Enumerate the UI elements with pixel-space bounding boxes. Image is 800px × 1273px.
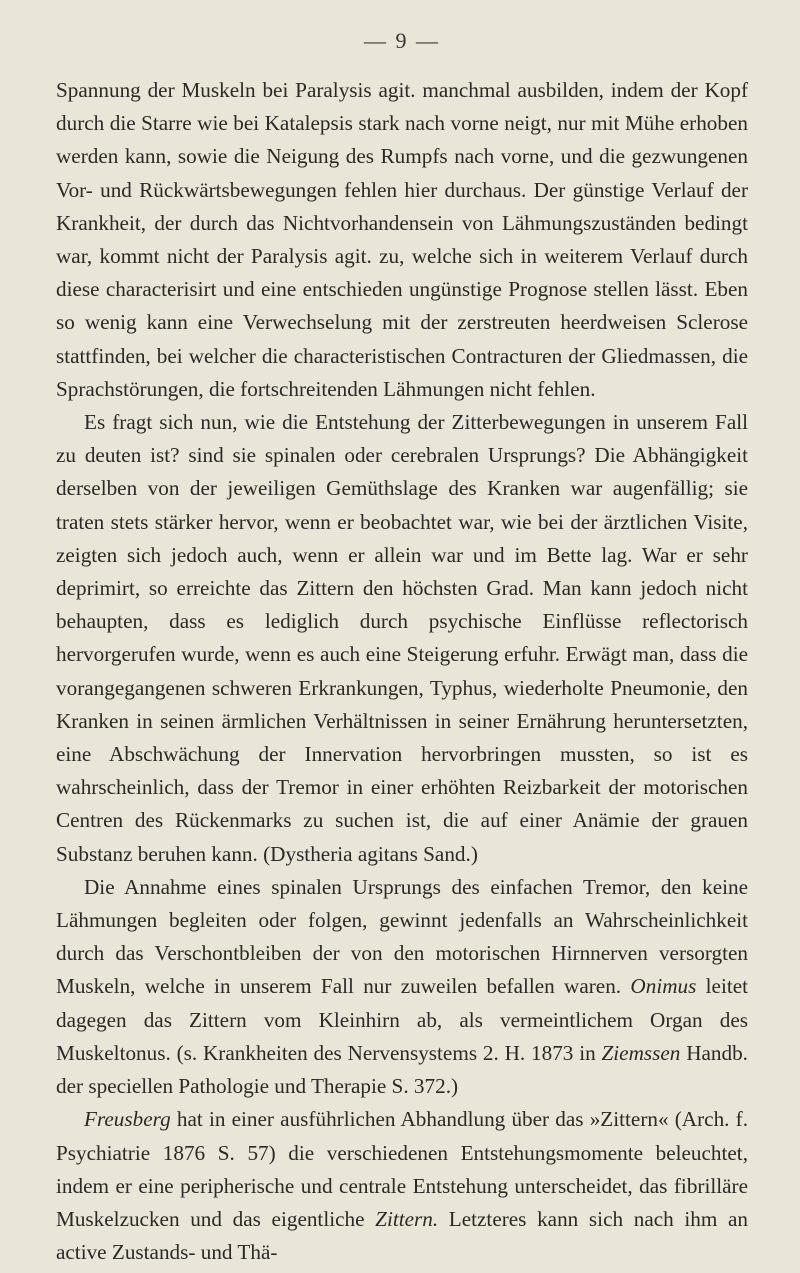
italic-name: Ziemssen: [601, 1040, 681, 1065]
paragraph: [56, 406, 748, 871]
paragraph: [56, 74, 748, 406]
text-run: Es fragt sich nun, wie die Entstehung der Zitterbewegungen in unserem Fall zu deuten ist? sind sie spinalen oder cerebralen Ursprungs? Die Abhängigkeit derselben von der jeweiligen Gemüthslage des Kranken war augenfällig; sie traten stets stärker hervor, wenn er beobachtet war, wie bei der ärztlichen Visite, zeigten sich jedoch auch, wenn er allein war und im Bette lag. War er sehr deprimirt, so erreichte das Zittern den höchsten Grad. Man kann jedoch nicht behaupten, dass es lediglich durch psychische Einflüsse reflectorisch hervorgerufen wurde, wenn es auch eine Steigerung erfuhr. Erwägt man, dass die vorangegangenen schweren Erkrankungen, Typhus, wiederholte Pneumonie, den Kranken in seinen ärmlichen Verhältnissen in seiner Ernährung heruntersetzten, eine Abschwächung der Innervation hervorbringen mussten, so ist es wahrscheinlich, dass der Tremor in einer erhöhten Reizbarkeit der motorischen Centren des Rückenmarks zu suchen ist, die auf einer Anämie der grauen Substanz beruhen kann. (Dystheria agitans Sand.): [56, 410, 748, 866]
italic-name: Onimus: [630, 974, 697, 999]
paragraph: [56, 871, 748, 1103]
italic-name: Freusberg: [84, 1107, 171, 1132]
text-run: hat in einer ausführlichen Abhandlung über das »Zittern« (Arch. f. Psychiatrie 1876 S. 57) die verschiedenen Entstehungsmomente beleuchtet, indem er eine peripherische und centrale Entstehung unterscheidet, das fibrilläre Muskelzucken und das eigentliche: [56, 1107, 748, 1231]
paragraph: [56, 1103, 748, 1269]
text-run: Die Annahme eines spinalen Ursprungs des einfachen Tremor, den keine Lähmungen begleiten oder folgen, gewinnt jedenfalls an Wahrscheinlichkeit durch das Verschontbleiben der von den motorischen Hirnnerven versorgten Muskeln, welche in unserem Fall nur zuweilen befallen waren.: [56, 874, 748, 999]
page-number: — 9 —: [364, 28, 440, 53]
text-run: Spannung der Muskeln bei Paralysis agit. manchmal ausbilden, indem der Kopf durch die Starre wie bei Katalepsis stark nach vorne neigt, nur mit Mühe erhoben werden kann, sowie die Neigung des Rumpfs nach vorne, und die gezwungenen Vor- und Rückwärtsbewegungen fehlen hier durchaus. Der günstige Verlauf der Krankheit, der durch das Nichtvorhandensein von Lähmungszuständen bedingt war, kommt nicht der Paralysis agit. zu, welche sich in weiterem Verlauf durch diese characterisirt und eine entschieden ungünstige Prognose stellen lässt. Eben so wenig kann eine Verwechselung mit der zerstreuten heerdweisen Sclerose stattfinden, bei welcher die characteristischen Contracturen der Gliedmassen, die Sprachstörungen, die fortschreitenden Lähmungen nicht fehlen.: [56, 78, 748, 401]
text-run: Handb. der speciellen Pathologie und Therapie S. 372.): [56, 1040, 748, 1099]
text-run: leitet dagegen das Zittern vom Kleinhirn ab, als vermeintlichem Organ des Muskeltonus. (s. Krankheiten des Nervensystems 2. H. 1873 in: [56, 974, 749, 1065]
text-run: Letzteres kann sich nach ihm an active Zustands- und Thä-: [56, 1206, 748, 1265]
italic-name: Zittern.: [375, 1206, 439, 1231]
